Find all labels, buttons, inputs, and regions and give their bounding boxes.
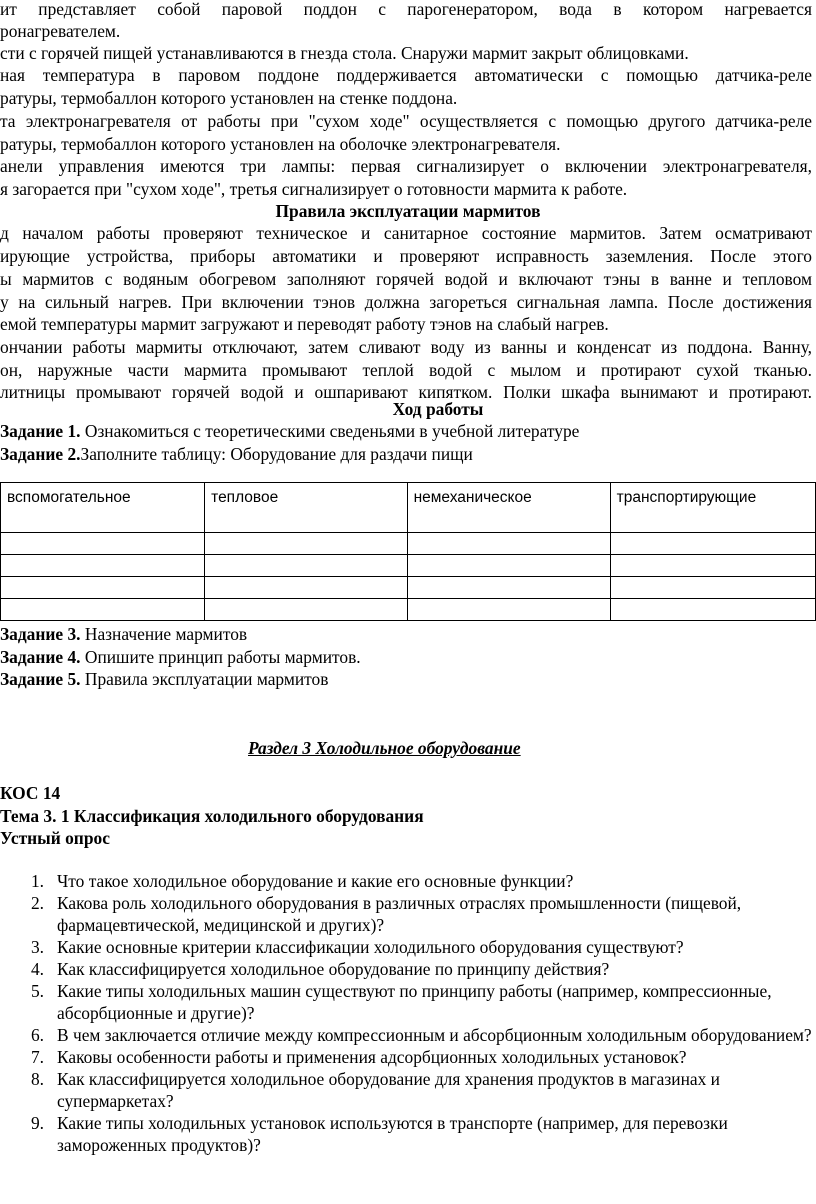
question-text: Какие типы холодильных установок используются в транспорте (например, для перевозки замороженных продуктов)? (57, 1113, 728, 1155)
table-cell (610, 533, 815, 555)
table-cell (407, 555, 610, 577)
list-item (0, 870, 816, 892)
rules-line-8: литницы промывают горячей водой и ошпаривают кипятком. Полки шкафа вынимают и протирают. (0, 382, 812, 402)
rules-line-2: ирующие устройства, приборы автоматики и проверяют исправность заземления. После этого (0, 246, 812, 266)
task-3-label: Задание 3. (0, 624, 81, 644)
list-item (0, 1046, 816, 1068)
table-cell (610, 599, 815, 621)
topic-title: Тема 3. 1 Классификация холодильного оборудования (0, 806, 424, 826)
work-heading: Ход работы (392, 399, 484, 419)
list-item (0, 980, 816, 1024)
table-cell (407, 577, 610, 599)
question-number: 8. (30, 1069, 44, 1089)
table-cell (1, 599, 205, 621)
equipment-table (0, 482, 816, 621)
table-cell (610, 577, 815, 599)
section-title: Раздел 3 Холодильное оборудование (248, 738, 521, 758)
list-item (0, 936, 816, 958)
rules-line-4: у на сильный нагрев. При включении тэнов должна загореться сигнальная лампа. После достижения (0, 292, 812, 312)
task-3 (0, 623, 247, 645)
question-text: Что такое холодильное оборудование и какие его основные функции? (57, 871, 574, 891)
rules-line-5: емой температуры мармит загружают и переводят работу тэнов на слабый нагрев. (0, 314, 609, 334)
list-item (0, 892, 816, 936)
task-5 (0, 668, 328, 690)
task-1-label: Задание 1. (0, 421, 81, 441)
question-text: Каковы особенности работы и применения адсорбционных холодильных установок? (57, 1047, 687, 1067)
rules-line-7: он, наружные части мармита промывают теплой водой с мылом и протирают сухой тканью. (0, 360, 812, 380)
question-number: 4. (30, 959, 44, 979)
rules-line-6: ончании работы мармиты отключают, затем сливают воду из ванны и конденсат из поддона. Ванну, (0, 337, 812, 357)
table-cell (1, 577, 205, 599)
question-number: 5. (30, 981, 44, 1001)
intro-line-5: ратуры, термобаллон которого установлен на стенке поддона. (0, 88, 458, 108)
task-5-label: Задание 5. (0, 669, 81, 689)
intro-line-2: ронагревателем. (0, 21, 121, 41)
table-cell (610, 555, 815, 577)
list-item (0, 958, 816, 980)
question-text: Как классифицируется холодильное оборудование для хранения продуктов в магазинах и супермаркетах? (57, 1069, 720, 1111)
question-number: 3. (30, 937, 44, 957)
task-1 (0, 420, 579, 442)
question-text: В чем заключается отличие между компрессионным и абсорбционным холодильным оборудованием? (57, 1025, 812, 1045)
task-3-text: Назначение мармитов (80, 624, 248, 644)
table-row (1, 555, 816, 577)
intro-line-9: я загорается при "сухом ходе", третья сигнализирует о готовности мармита к работе. (0, 179, 628, 199)
questions-list (0, 870, 816, 1156)
question-number: 1. (30, 871, 44, 891)
rules-heading: Правила эксплуатации мармитов (275, 201, 541, 221)
table-cell (1, 555, 205, 577)
intro-line-3: сти с горячей пищей устанавливаются в гнезда стола. Снаружи мармит закрыт облицовками. (0, 43, 689, 63)
table-header-cell: транспортирующие (610, 483, 815, 533)
intro-line-8: анели управления имеются три лампы: первая сигнализирует о включении электронагревателя, (0, 156, 812, 176)
table-cell (205, 533, 407, 555)
table-cell (205, 599, 407, 621)
task-4 (0, 646, 361, 668)
table-header-cell: немеханическое (407, 483, 610, 533)
table-cell (407, 533, 610, 555)
task-4-label: Задание 4. (0, 647, 81, 667)
table-cell (205, 577, 407, 599)
table-row (1, 577, 816, 599)
table-row (1, 533, 816, 555)
question-number: 7. (30, 1047, 44, 1067)
table-cell (407, 599, 610, 621)
table-row (1, 599, 816, 621)
intro-line-6: та электронагревателя от работы при "сухом ходе" осуществляется с помощью другого датчика-реле (0, 111, 812, 131)
table-header-cell: тепловое (205, 483, 407, 533)
question-text: Какие основные критерии классификации холодильного оборудования существуют? (57, 937, 684, 957)
task-2-text: Заполните таблицу: Оборудование для раздачи пищи (80, 444, 473, 464)
question-text: Как классифицируется холодильное оборудование по принципу действия? (57, 959, 610, 979)
task-5-text: Правила эксплуатации мармитов (80, 669, 329, 689)
intro-line-4: ная температура в паровом поддоне поддерживается автоматически с помощью датчика-реле (0, 65, 812, 85)
list-item (0, 1068, 816, 1112)
task-2 (0, 443, 473, 465)
question-number: 9. (30, 1113, 44, 1133)
list-item (0, 1112, 816, 1156)
table-cell (205, 555, 407, 577)
question-number: 2. (30, 893, 44, 913)
intro-line-7: ратуры, термобаллон которого установлен на оболочке электронагревателя. (0, 134, 561, 154)
task-1-text: Ознакомиться с теоретическими сведеньями в учебной литературе (80, 421, 580, 441)
kos-label: КОС 14 (0, 783, 61, 803)
table-header-cell: вспомогательное (1, 483, 205, 533)
question-text: Какова роль холодильного оборудования в различных отраслях промышленности (пищевой, фармацевтической, медицинской и других)? (57, 893, 742, 935)
table-header-row (1, 483, 816, 533)
question-text: Какие типы холодильных машин существуют по принципу работы (например, компрессионные, абсорбционные и другие)? (57, 981, 772, 1023)
rules-line-3: ы мармитов с водяным обогревом заполняют горячей водой и включают тэны в ванне и тепловом (0, 269, 812, 289)
oral-survey-label: Устный опрос (0, 828, 110, 848)
list-item (0, 1024, 816, 1046)
question-number: 6. (30, 1025, 44, 1045)
task-2-label: Задание 2. (0, 444, 81, 464)
table-cell (1, 533, 205, 555)
rules-line-1: д началом работы проверяют техническое и санитарное состояние мармитов. Затем осматривают (0, 223, 812, 243)
intro-line-1: ит представляет собой паровой поддон с парогенератором, вода в котором нагревается (0, 0, 812, 19)
task-4-text: Опишите принцип работы мармитов. (80, 647, 361, 667)
